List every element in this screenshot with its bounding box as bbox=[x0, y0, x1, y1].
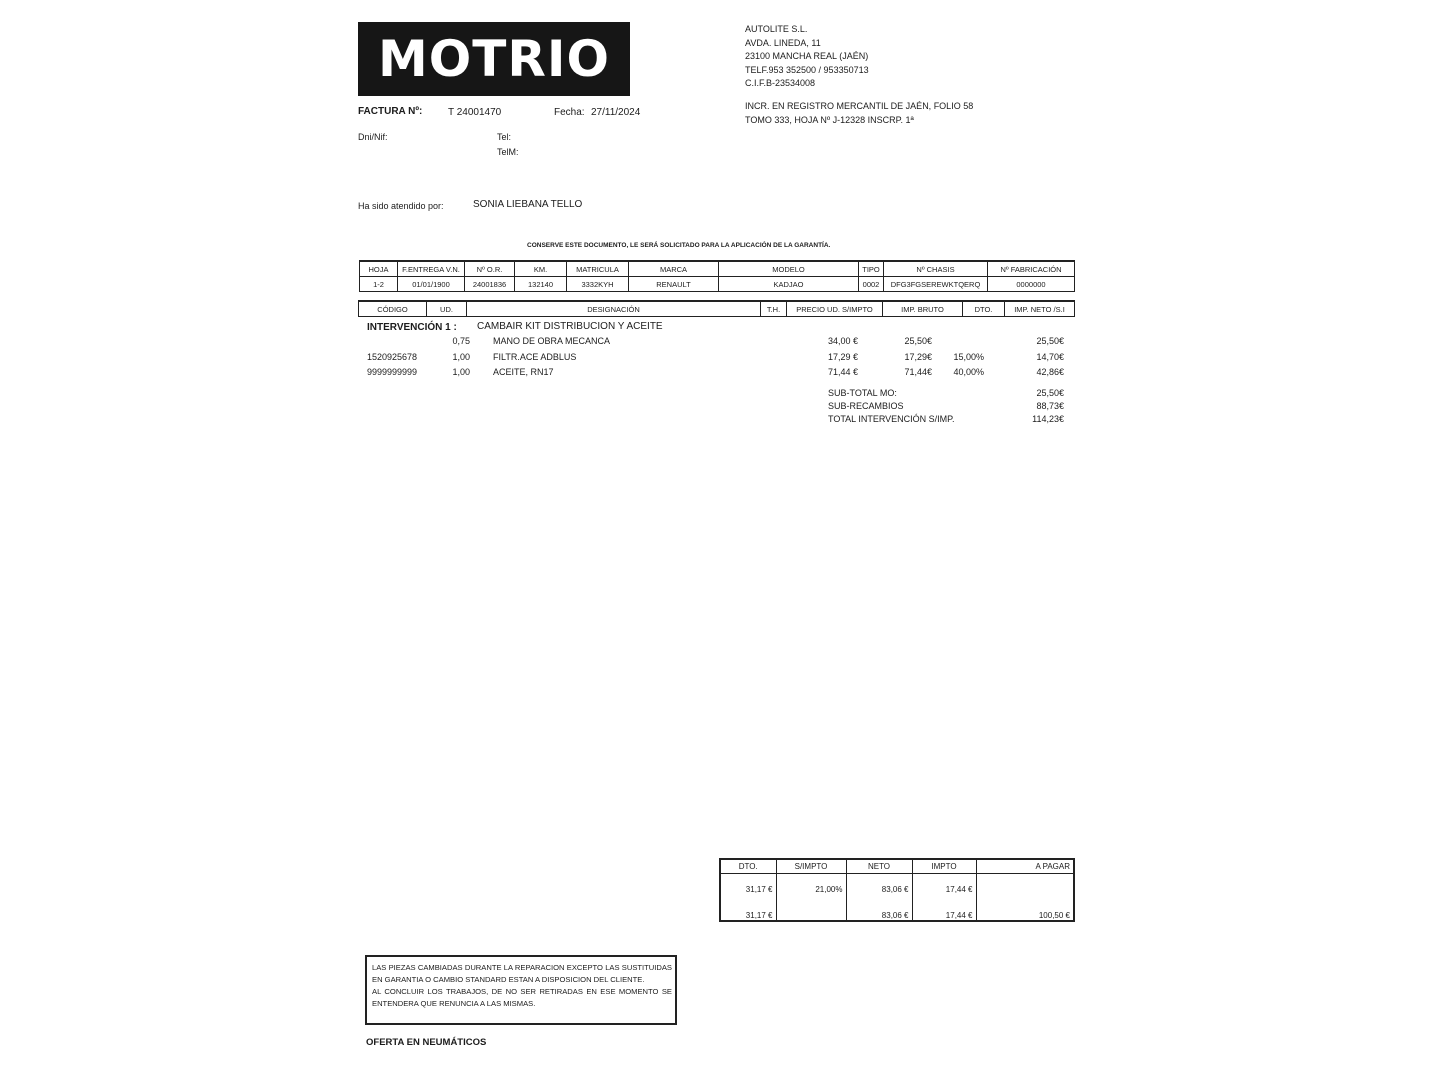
total-intervention-label: TOTAL INTERVENCIÓN S/IMP. bbox=[828, 414, 955, 424]
attended-label: Ha sido atendido por: bbox=[358, 201, 444, 211]
line-designation: FILTR.ACE ADBLUS bbox=[493, 352, 577, 362]
line-code: 9999999999 bbox=[367, 367, 418, 377]
vehicle-header-cell: Nº CHASIS bbox=[884, 261, 988, 277]
invoice-date: 27/11/2024 bbox=[591, 107, 641, 118]
line-price: 34,00 € bbox=[827, 336, 858, 346]
vehicle-value-cell: 0000000 bbox=[988, 277, 1075, 292]
tel-label: Tel: bbox=[497, 132, 512, 142]
totals-cell bbox=[976, 874, 1074, 905]
line-price: 71,44 € bbox=[827, 367, 858, 377]
totals-row bbox=[720, 904, 1074, 921]
subtotal-mo-value: 25,50€ bbox=[1036, 388, 1064, 398]
company-name: AUTOLITE S.L. bbox=[745, 24, 808, 34]
motrio-logo bbox=[358, 22, 630, 96]
vehicle-value-row bbox=[360, 277, 1075, 292]
items-header-cell: PRECIO UD. S/IMPTO bbox=[787, 301, 883, 317]
items-header-cell: CÓDIGO bbox=[359, 301, 427, 317]
company-phone: TELF.953 352500 / 953350713 bbox=[745, 64, 869, 75]
totals-header-cell: NETO bbox=[846, 859, 912, 874]
totals-header-cell: IMPTO bbox=[912, 859, 976, 874]
vehicle-header-cell: MODELO bbox=[719, 261, 859, 277]
vehicle-value-cell: 1-2 bbox=[360, 277, 398, 292]
line-net: 25,50€ bbox=[1036, 336, 1064, 346]
attended-by: SONIA LIEBANA TELLO bbox=[473, 199, 583, 210]
vehicle-value-cell: 01/01/1900 bbox=[398, 277, 465, 292]
company-registry bbox=[745, 100, 973, 127]
vehicle-header-cell: MARCA bbox=[629, 261, 719, 277]
line-gross: 25,50€ bbox=[904, 336, 932, 346]
vehicle-value-cell: 24001836 bbox=[465, 277, 515, 292]
notice-paragraph: AL CONCLUIR LOS TRABAJOS, DE NO SER RETIRADAS EN ESE MOMENTO SE ENTENDERA QUE RENUNCIA A LAS MISMAS. bbox=[372, 987, 672, 1008]
items-header-cell: IMP. BRUTO bbox=[883, 301, 963, 317]
parts-notice-box bbox=[365, 955, 677, 1025]
items-header-cell: IMP. NETO /S.I bbox=[1005, 301, 1075, 317]
items-header-table bbox=[358, 300, 1075, 317]
totals-cell: 21,00% bbox=[776, 874, 846, 905]
line-net: 14,70€ bbox=[1036, 352, 1064, 362]
subtotal-mo-label: SUB-TOTAL MO: bbox=[828, 388, 897, 398]
company-address: AVDA. LINEDA, 11 bbox=[745, 37, 821, 48]
vehicle-header-cell: KM. bbox=[515, 261, 567, 277]
registry-line-1: INCR. EN REGISTRO MERCANTIL DE JAÉN, FOLIO 58 bbox=[745, 101, 974, 111]
intervention-title: INTERVENCIÓN 1 : bbox=[367, 322, 457, 333]
telm-label: TelM: bbox=[497, 147, 519, 157]
line-net: 42,86€ bbox=[1036, 367, 1064, 377]
notice-paragraph: LAS PIEZAS CAMBIADAS DURANTE LA REPARACION EXCEPTO LAS SUSTITUIDAS EN GARANTIA O CAMBIO STANDARD ESTAN A DISPOSICION DEL CLIENTE. bbox=[372, 963, 672, 984]
line-gross: 17,29€ bbox=[904, 352, 932, 362]
totals-cell: 83,06 € bbox=[846, 904, 912, 921]
items-header-cell: UD. bbox=[427, 301, 467, 317]
vehicle-header-cell: MATRICULA bbox=[567, 261, 629, 277]
vehicle-value-cell: RENAULT bbox=[629, 277, 719, 292]
totals-header-row bbox=[720, 859, 1074, 874]
vehicle-header-cell: F.ENTREGA V.N. bbox=[398, 261, 465, 277]
vehicle-value-cell: 132140 bbox=[515, 277, 567, 292]
vehicle-table bbox=[359, 260, 1075, 292]
line-code: 1520925678 bbox=[367, 352, 418, 362]
line-designation: MANO DE OBRA MECANCA bbox=[493, 336, 611, 346]
vehicle-value-cell: DFG3FGSEREWKTQERQ bbox=[884, 277, 988, 292]
line-units: 1,00 bbox=[452, 367, 470, 377]
line-price: 17,29 € bbox=[827, 352, 858, 362]
invoice-date-label: Fecha: bbox=[554, 107, 585, 118]
totals-cell: 83,06 € bbox=[846, 874, 912, 905]
line-units: 0,75 bbox=[452, 336, 470, 346]
company-city: 23100 MANCHA REAL (JAÉN) bbox=[745, 51, 869, 61]
items-header-row bbox=[359, 301, 1075, 317]
line-gross: 71,44€ bbox=[904, 367, 932, 377]
totals-table bbox=[719, 858, 1075, 922]
totals-header-cell: A PAGAR bbox=[976, 859, 1074, 874]
line-designation: ACEITE, RN17 bbox=[493, 367, 554, 377]
intervention-description: CAMBAIR KIT DISTRIBUCION Y ACEITE bbox=[477, 321, 663, 332]
totals-row bbox=[720, 874, 1074, 905]
totals-cell: 17,44 € bbox=[912, 904, 976, 921]
vehicle-header-cell: Nº O.R. bbox=[465, 261, 515, 277]
vehicle-value-cell: 0002 bbox=[859, 277, 884, 292]
vehicle-header-row bbox=[360, 261, 1075, 277]
totals-header-cell: S/IMPTO bbox=[776, 859, 846, 874]
line-discount: 15,00% bbox=[953, 352, 984, 362]
totals-cell: 31,17 € bbox=[720, 904, 776, 921]
line-units: 1,00 bbox=[452, 352, 470, 362]
totals-cell bbox=[776, 904, 846, 921]
vehicle-header-cell: Nº FABRICACIÓN bbox=[988, 261, 1075, 277]
vehicle-header-cell: TIPO bbox=[859, 261, 884, 277]
company-info bbox=[745, 23, 869, 91]
total-intervention-value: 114,23€ bbox=[1032, 414, 1064, 424]
subtotal-parts-label: SUB-RECAMBIOS bbox=[828, 401, 904, 411]
logo-text: MOTRIO bbox=[378, 30, 610, 88]
tyre-offer-heading: OFERTA EN NEUMÁTICOS bbox=[366, 1037, 487, 1048]
registry-line-2: TOMO 333, HOJA Nº J-12328 INSCRP. 1ª bbox=[745, 114, 914, 125]
subtotal-parts-value: 88,73€ bbox=[1036, 401, 1064, 411]
vehicle-header-cell: HOJA bbox=[360, 261, 398, 277]
line-discount: 40,00% bbox=[953, 367, 984, 377]
vehicle-value-cell: KADJAO bbox=[719, 277, 859, 292]
client-id-label: Dni/Nif: bbox=[358, 132, 388, 142]
totals-header-cell: DTO. bbox=[720, 859, 776, 874]
company-cif: C.I.F.B-23534008 bbox=[745, 78, 816, 88]
totals-cell: 31,17 € bbox=[720, 874, 776, 905]
totals-cell: 17,44 € bbox=[912, 874, 976, 905]
invoice-number-label: FACTURA Nº: bbox=[358, 106, 423, 117]
items-header-cell: DTO. bbox=[963, 301, 1005, 317]
invoice-number: T 24001470 bbox=[448, 107, 502, 118]
vehicle-value-cell: 3332KYH bbox=[567, 277, 629, 292]
items-header-cell: DESIGNACIÓN bbox=[467, 301, 761, 317]
items-header-cell: T.H. bbox=[761, 301, 787, 317]
amount-to-pay: 100,50 € bbox=[976, 904, 1074, 921]
warranty-notice: CONSERVE ESTE DOCUMENTO, LE SERÁ SOLICITADO PARA LA APLICACIÓN DE LA GARANTÍA. bbox=[527, 242, 831, 249]
